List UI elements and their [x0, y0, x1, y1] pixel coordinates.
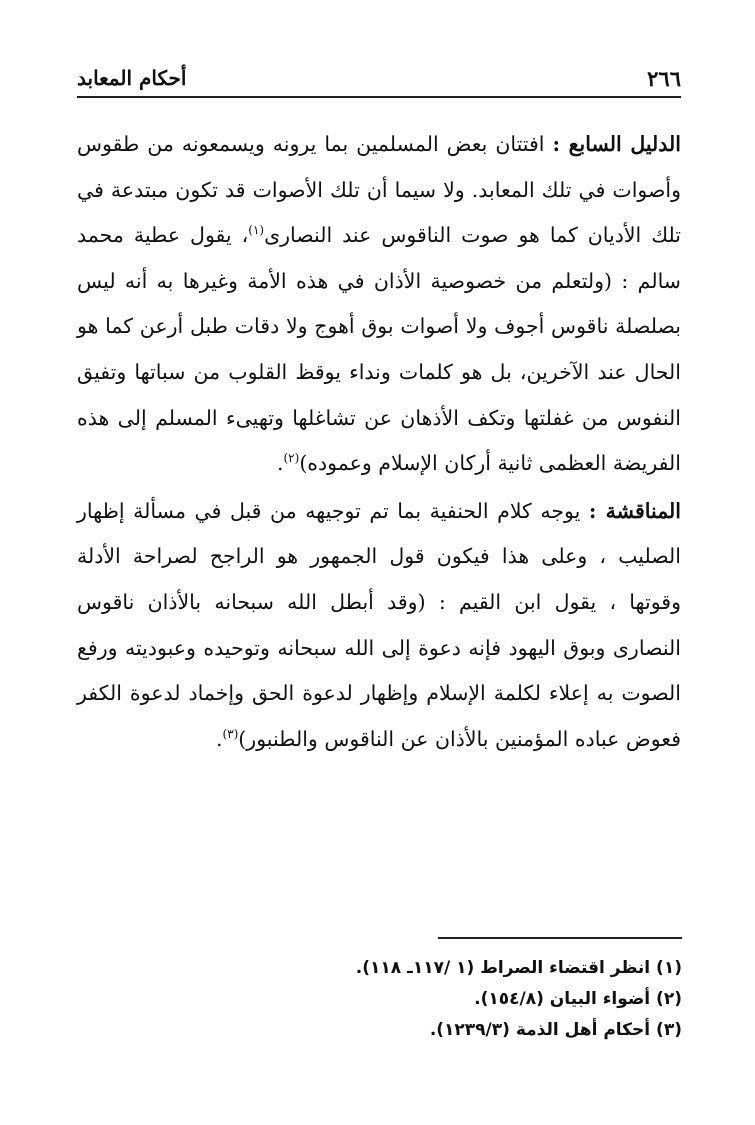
- paragraph-text: ، يقول عطية محمد سالم : (ولتعلم من خصوصية الأذان في هذه الأمة وغيرها به أنه ليس بصلصلة ناقوس أجوف ولا أصوات بوق أهوج ولا دقات طبل أرعن كما هو الحال عند الآخرين، بل هو كلمات ونداء يوقظ القلوب من سباتها وتفيق النفوس من غفلتها وتكف الأذهان عن تشاغلها وتهيىء المسلم إلى هذه الفريضة العظمى ثانية أركان الإسلام وعموده): [77, 223, 681, 476]
- paragraph-text: يوجه كلام الحنفية بما تم توجيهه من قبل في مسألة إظهار الصليب ، وعلى هذا فيكون قول الجمهور هو الراجح لصراحة الأدلة وقوتها ، يقول ابن القيم : (وقد أبطل الله سبحانه بالأذان ناقوس النصارى وبوق اليهود فإنه دعوة إلى الله سبحانه وتوحيده وعبوديته ورفع الصوت به إعلاء لكلمة الإسلام وإظهار لدعوة الحق وإخماد لدعوة الكفر فعوض عباده المؤمنين بالأذان عن الناقوس والطنبور): [77, 498, 681, 751]
- footnotes: [162, 953, 682, 1046]
- paragraph-end: .: [276, 451, 284, 476]
- footnote-divider: [438, 937, 682, 939]
- main-text: [77, 122, 681, 762]
- page-header: [77, 62, 681, 98]
- footnote-item: (٣) أحكام أهل الذمة (١٢٣٩/٣).: [429, 1020, 682, 1040]
- paragraph-discussion: [77, 489, 681, 763]
- page-number: ٢٦٦: [647, 66, 681, 91]
- footnote-reference[interactable]: (١): [248, 223, 265, 238]
- footnote-item: (٢) أضواء البيان (١٥٤/٨).: [474, 989, 682, 1009]
- paragraph-end: .: [215, 726, 223, 751]
- paragraph-seventh-evidence: [77, 122, 681, 487]
- paragraph-heading: الدليل السابع :: [552, 132, 681, 156]
- running-title: أحكام المعابد: [77, 66, 187, 90]
- paragraph-heading: المناقشة :: [588, 498, 681, 523]
- footnote-reference[interactable]: (٢): [283, 451, 300, 466]
- footnote-reference[interactable]: (٣): [222, 726, 239, 741]
- paragraph-text: افتتان بعض المسلمين بما يرونه ويسمعونه من طقوس وأصوات في تلك المعابد. ولا سيما أن تلك الأصوات قد تكون مبتدعة في تلك الأديان كما هو صوت الناقوس عند النصارى: [77, 132, 682, 248]
- footnote-item: (١) انظر اقتضاء الصراط (١ /١١٧ـ ١١٨).: [355, 958, 682, 978]
